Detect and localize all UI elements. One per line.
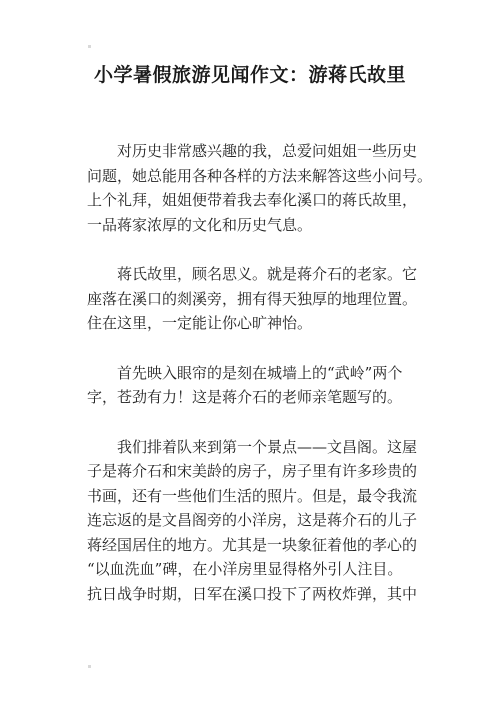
paragraph (87, 262, 427, 336)
text-line: 子是蒋介石和宋美龄的房子，房子里有许多珍贵的 (87, 462, 418, 480)
text-line: “以血洗血”碑，在小洋房里显得格外引人注目。 (87, 560, 403, 578)
text-line: 对历史非常感兴趣的我，总爱问姐姐一些历史 (117, 142, 418, 160)
text-line: 书画，还有一些他们生活的照片。但是，最令我流 (87, 486, 418, 505)
text-line: 抗日战争时期，日军在溪口投下了两枚炸弹，其中 (87, 584, 418, 603)
text-line: 住在这里，一定能让你心旷神怡。 (87, 314, 313, 332)
text-line: 连忘返的是文昌阁旁的小洋房，这是蒋介石的儿子 (87, 511, 418, 529)
paragraph (87, 435, 427, 607)
text-line: 蒋经国居住的地方。尤其是一块象征着他的孝心的 (87, 535, 418, 554)
text-line: 一品蒋家浓厚的文化和历史气息。 (87, 215, 313, 234)
paragraph (87, 139, 433, 237)
text-line: 问题，她总能用各种各样的方法来解答这些小问号。 (87, 166, 433, 185)
page-corner-mark-top (88, 45, 91, 48)
text-line: 我们排着队来到第一个景点——文昌阁。这屋 (117, 437, 418, 456)
document-title: 小学暑假旅游见闻作文：游蒋氏故里 (93, 64, 406, 86)
text-line: 蒋氏故里，顾名思义。就是蒋介石的老家。它 (117, 265, 418, 283)
paragraph (87, 361, 427, 410)
text-line: 座落在溪口的剡溪旁，拥有得天独厚的地理位置。 (87, 289, 418, 308)
text-line: 首先映入眼帘的是刻在城墙上的“武岭”两个 (117, 363, 403, 382)
text-line: 字，苍劲有力！这是蒋介石的老师亲笔题写的。 (87, 388, 403, 406)
document-body (87, 139, 433, 631)
text-line: 上个礼拜，姐姐便带着我去奉化溪口的蒋氏故里， (87, 191, 418, 209)
page-corner-mark-bottom (88, 665, 91, 668)
